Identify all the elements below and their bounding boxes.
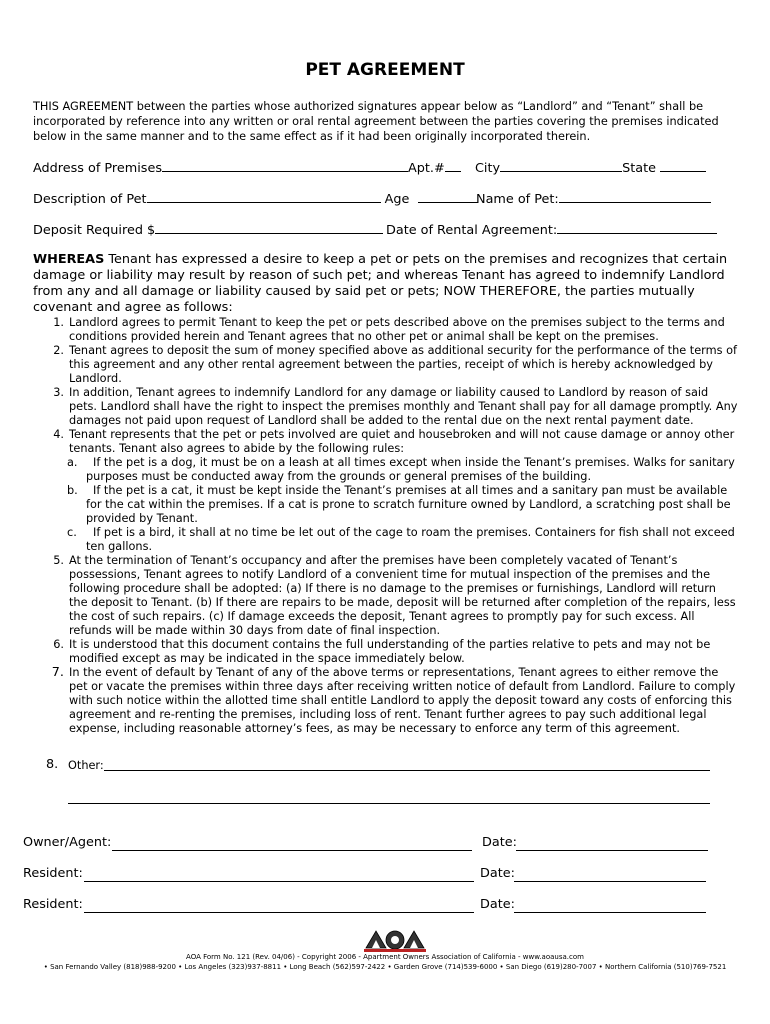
owner-date-field[interactable] bbox=[516, 850, 708, 851]
sub-list-item bbox=[69, 456, 760, 484]
intro-paragraph bbox=[33, 99, 738, 144]
resident-label-2: Resident: bbox=[23, 897, 83, 912]
item-line: conditions provided herein and Tenant agrees that no other pet or animal shall be kept on the premises. bbox=[69, 330, 659, 343]
rental-date-label: Date of Rental Agreement: bbox=[386, 223, 558, 238]
address-field[interactable] bbox=[162, 158, 408, 172]
terms-list bbox=[40, 316, 760, 736]
list-item bbox=[40, 386, 760, 428]
whereas-line: covenant and agree as follows: bbox=[33, 300, 233, 315]
owner-date-label: Date: bbox=[482, 835, 517, 850]
item-line: damages not paid upon request of Landlord shall be added to the rental due on the next rental payment date. bbox=[69, 414, 694, 427]
state-field[interactable] bbox=[660, 158, 706, 172]
sub-item-line: ten gallons. bbox=[86, 540, 153, 553]
resident-date-field-1[interactable] bbox=[514, 881, 706, 882]
item-number: 4. bbox=[53, 428, 64, 441]
pet-name-row bbox=[476, 189, 711, 207]
whereas-paragraph bbox=[33, 252, 743, 316]
item-number: 5. bbox=[53, 554, 64, 567]
item-line: possessions, Tenant agrees to notify Landlord of a convenient time for mutual inspection of the premises and the bbox=[69, 568, 711, 581]
item-line: Tenant agrees to deposit the sum of money specified above as additional security for the performance of the terms of bbox=[69, 344, 737, 357]
deposit-label: Deposit Required $ bbox=[33, 223, 156, 238]
item-line: pets. Landlord shall have the right to inspect the premises monthly and Tenant shall pay for all damage promptly. Any bbox=[69, 400, 738, 413]
pet-name-field[interactable] bbox=[559, 189, 711, 203]
footer-copyright: AOA Form No. 121 (Rev. 04/06) - Copyright 2006 - Apartment Owners Association of California - www.aoausa.com bbox=[186, 953, 584, 961]
sub-item-line: for the cat within the premises. If a cat is prone to scratch furniture owned by Landlord, a scratching post shall be bbox=[86, 498, 731, 511]
description-label: Description of Pet bbox=[33, 192, 147, 207]
sub-item-line: If the pet is a dog, it must be on a leash at all times except when inside the Tenant’s premises. Walks for sanitary bbox=[93, 456, 735, 469]
footer-offices: • San Fernando Valley (818)988-9200 • Los Angeles (323)937-8811 • Long Beach (562)597-2422 • Garden Grove (714)539-6000 • San Diego (619)280-7007 • Northern California (510)769-7521 bbox=[43, 963, 727, 971]
whereas-line: damage or liability may result by reason of such pet; and whereas Tenant has agreed to indemnify Landlord bbox=[33, 268, 725, 283]
address-label: Address of Premises bbox=[33, 161, 163, 176]
sub-item-line: If the pet is a cat, it must be kept inside the Tenant’s premises at all times and a sanitary pan must be available bbox=[93, 484, 728, 497]
other-field-line-2[interactable] bbox=[68, 803, 710, 804]
item-number: 7. bbox=[51, 665, 64, 680]
age-label: Age bbox=[384, 192, 410, 207]
document-title: PET AGREEMENT bbox=[305, 60, 465, 80]
item-line: with such notice within the allotted time shall entitle Landlord to apply the deposit toward any costs of enforcing this bbox=[69, 694, 732, 707]
resident-date-label-1: Date: bbox=[480, 866, 515, 881]
owner-agent-signature-field[interactable] bbox=[112, 850, 472, 851]
intro-line: THIS AGREEMENT between the parties whose authorized signatures appear below as “Landlord” and “Tenant” shall be bbox=[33, 100, 704, 113]
item-line: Landlord agrees to permit Tenant to keep the pet or pets described above on the premises subject to the terms and bbox=[69, 316, 725, 329]
item-line: tenants. Tenant also agrees to abide by the following rules: bbox=[69, 442, 405, 455]
list-item bbox=[40, 428, 760, 456]
item-line: It is understood that this document contains the full understanding of the parties relative to pets and may not be bbox=[69, 638, 711, 651]
whereas-line: Tenant has expressed a desire to keep a pet or pets on the premises and recognizes that certain bbox=[104, 252, 728, 267]
item-line: following procedure shall be adopted: (a) If there is no damage to the premises or furnishings, Landlord will return bbox=[69, 582, 716, 595]
sub-item-line: purposes must be conducted away from the grounds or general premises of the building. bbox=[86, 470, 592, 483]
list-item bbox=[40, 666, 760, 736]
city-label: City bbox=[475, 161, 501, 176]
item-number: 3. bbox=[53, 386, 64, 399]
list-item bbox=[40, 638, 760, 666]
sub-item-line: provided by Tenant. bbox=[86, 512, 198, 525]
sub-item-letter: a. bbox=[67, 456, 78, 469]
age-field[interactable] bbox=[418, 189, 478, 203]
city-field[interactable] bbox=[500, 158, 622, 172]
list-item bbox=[40, 316, 760, 344]
description-row bbox=[33, 189, 478, 207]
rental-date-row bbox=[386, 220, 717, 238]
item-line: In addition, Tenant agrees to indemnify Landlord for any damage or liability caused to Landlord by reason of said bbox=[69, 386, 709, 399]
list-item bbox=[40, 554, 760, 638]
state-label: State bbox=[622, 161, 656, 176]
deposit-row bbox=[33, 220, 383, 238]
item-number: 1. bbox=[53, 316, 64, 329]
item-line: this agreement and any other rental agreement between the parties, receipt of which is hereby acknowledged by bbox=[69, 358, 713, 371]
item-line: refunds will be made within 30 days from date of final inspection. bbox=[69, 624, 441, 637]
item-line: expense, including reasonable attorney’s fees, as may be necessary to enforce any term of this agreement. bbox=[69, 722, 680, 735]
pet-name-label: Name of Pet: bbox=[476, 192, 559, 207]
resident-label-1: Resident: bbox=[23, 866, 83, 881]
other-field-line-1[interactable] bbox=[104, 770, 710, 771]
whereas-lead: WHEREAS bbox=[33, 252, 105, 267]
sub-item-letter: c. bbox=[67, 526, 77, 539]
apt-field[interactable] bbox=[445, 158, 461, 172]
aoa-logo bbox=[364, 928, 426, 952]
sub-list-item bbox=[69, 526, 760, 554]
list-item bbox=[40, 344, 760, 386]
deposit-field[interactable] bbox=[155, 220, 383, 234]
whereas-line: from any and all damage or liability caused by said pet or pets; NOW THEREFORE, the parties mutually bbox=[33, 284, 695, 299]
description-field[interactable] bbox=[147, 189, 381, 203]
city-state-row bbox=[475, 158, 706, 176]
intro-line: below in the same manner and to the same effect as if it had been originally incorporated therein. bbox=[33, 130, 591, 143]
item-number: 2. bbox=[53, 344, 64, 357]
item-line: Tenant represents that the pet or pets involved are quiet and housebroken and will not cause damage or annoy other bbox=[69, 428, 735, 441]
item-line: the deposit to Tenant. (b) If there are repairs to be made, deposit will be returned after completion of the repairs, less bbox=[69, 596, 736, 609]
resident-date-field-2[interactable] bbox=[514, 912, 706, 913]
address-row bbox=[33, 158, 461, 176]
intro-line: incorporated by reference into any written or oral rental agreement between the parties covering the premises indicated bbox=[33, 115, 719, 128]
other-label: Other: bbox=[68, 759, 104, 772]
item-line: In the event of default by Tenant of any of the above terms or representations, Tenant agrees to either remove the bbox=[69, 666, 719, 679]
resident-date-label-2: Date: bbox=[480, 897, 515, 912]
owner-agent-label: Owner/Agent: bbox=[23, 835, 112, 850]
item-number: 6. bbox=[53, 638, 64, 651]
item-number: 8. bbox=[46, 757, 59, 772]
item-line: At the termination of Tenant’s occupancy and after the premises have been completely vacated of Tenant’s bbox=[69, 554, 678, 567]
item-line: pet or vacate the premises within three days after receiving written notice of default from Landlord. Failure to comply bbox=[69, 680, 736, 693]
rental-date-field[interactable] bbox=[557, 220, 717, 234]
item-line: Landlord. bbox=[69, 372, 122, 385]
item-line: agreement and re-renting the premises, including loss of rent. Tenant further agrees to pay such additional legal bbox=[69, 708, 707, 721]
sub-item-letter: b. bbox=[67, 484, 78, 497]
item-line: the cost of such repairs. (c) If damage exceeds the deposit, Tenant agrees to promptly pay for such excess. All bbox=[69, 610, 695, 623]
resident-signature-field-2[interactable] bbox=[84, 912, 474, 913]
resident-signature-field-1[interactable] bbox=[84, 881, 474, 882]
apt-label: Apt.# bbox=[408, 161, 445, 176]
sub-item-line: If pet is a bird, it shall at no time be let out of the cage to roam the premises. Containers for fish shall not exceed bbox=[93, 526, 735, 539]
sub-list-item bbox=[69, 484, 760, 526]
item-line: modified except as may be indicated in the space immediately below. bbox=[69, 652, 465, 665]
